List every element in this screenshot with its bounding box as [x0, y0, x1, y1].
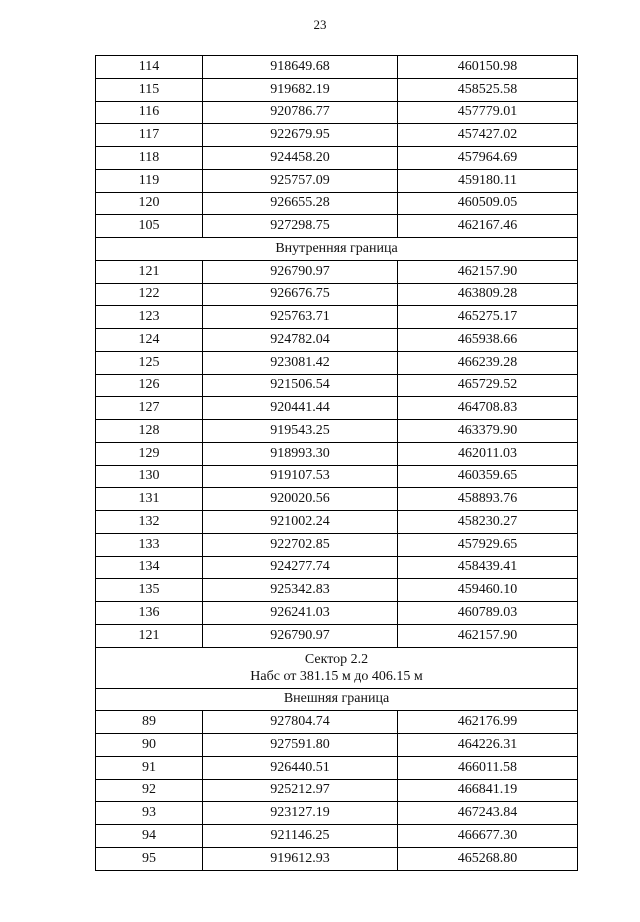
- x-coordinate-cell: 926790.97: [203, 260, 398, 283]
- y-coordinate-cell: 458439.41: [398, 556, 578, 579]
- y-coordinate-cell: 457929.65: [398, 533, 578, 556]
- point-number-cell: 89: [96, 711, 203, 734]
- point-number-cell: 115: [96, 78, 203, 101]
- x-coordinate-cell: 926241.03: [203, 602, 398, 625]
- y-coordinate-cell: 464226.31: [398, 734, 578, 757]
- y-coordinate-cell: 458230.27: [398, 511, 578, 534]
- coordinates-table: [95, 55, 578, 871]
- table-row: [96, 442, 578, 465]
- x-coordinate-cell: 919612.93: [203, 847, 398, 870]
- y-coordinate-cell: 463379.90: [398, 420, 578, 443]
- y-coordinate-cell: 465938.66: [398, 329, 578, 352]
- table-row: [96, 351, 578, 374]
- point-number-cell: 92: [96, 779, 203, 802]
- y-coordinate-cell: 462167.46: [398, 215, 578, 238]
- y-coordinate-cell: 467243.84: [398, 802, 578, 825]
- y-coordinate-cell: 460359.65: [398, 465, 578, 488]
- table-row: [96, 374, 578, 397]
- x-coordinate-cell: 927298.75: [203, 215, 398, 238]
- table-row: [96, 147, 578, 170]
- point-number-cell: 136: [96, 602, 203, 625]
- y-coordinate-cell: 462176.99: [398, 711, 578, 734]
- y-coordinate-cell: 459180.11: [398, 169, 578, 192]
- table-row: [96, 556, 578, 579]
- x-coordinate-cell: 926655.28: [203, 192, 398, 215]
- point-number-cell: 121: [96, 624, 203, 647]
- y-coordinate-cell: 464708.83: [398, 397, 578, 420]
- section-heading: Внешняя граница: [96, 688, 578, 711]
- table-row: [96, 306, 578, 329]
- y-coordinate-cell: 458893.76: [398, 488, 578, 511]
- section-heading-row: [96, 688, 578, 711]
- y-coordinate-cell: 460150.98: [398, 56, 578, 79]
- table-row: [96, 734, 578, 757]
- point-number-cell: 116: [96, 101, 203, 124]
- y-coordinate-cell: 460789.03: [398, 602, 578, 625]
- table-row: [96, 511, 578, 534]
- point-number-cell: 114: [96, 56, 203, 79]
- table-row: [96, 78, 578, 101]
- point-number-cell: 119: [96, 169, 203, 192]
- point-number-cell: 134: [96, 556, 203, 579]
- table-row: [96, 283, 578, 306]
- table-row: [96, 602, 578, 625]
- sector-title: Сектор 2.2: [304, 651, 369, 667]
- sector-row: [96, 647, 578, 688]
- table-row: [96, 420, 578, 443]
- page-number: 23: [313, 17, 327, 32]
- y-coordinate-cell: 459460.10: [398, 579, 578, 602]
- point-number-cell: 94: [96, 825, 203, 848]
- x-coordinate-cell: 920020.56: [203, 488, 398, 511]
- point-number-cell: 122: [96, 283, 203, 306]
- point-number-cell: 118: [96, 147, 203, 170]
- x-coordinate-cell: 926676.75: [203, 283, 398, 306]
- point-number-cell: 120: [96, 192, 203, 215]
- x-coordinate-cell: 922702.85: [203, 533, 398, 556]
- point-number-cell: 105: [96, 215, 203, 238]
- section-heading-row: [96, 238, 578, 261]
- x-coordinate-cell: 925212.97: [203, 779, 398, 802]
- point-number-cell: 127: [96, 397, 203, 420]
- y-coordinate-cell: 462157.90: [398, 260, 578, 283]
- table-row: [96, 169, 578, 192]
- sector-header: [96, 647, 578, 688]
- table-row: [96, 215, 578, 238]
- y-coordinate-cell: 457964.69: [398, 147, 578, 170]
- x-coordinate-cell: 919107.53: [203, 465, 398, 488]
- y-coordinate-cell: 465275.17: [398, 306, 578, 329]
- table-row: [96, 825, 578, 848]
- point-number-cell: 126: [96, 374, 203, 397]
- table-row: [96, 802, 578, 825]
- y-coordinate-cell: 466841.19: [398, 779, 578, 802]
- x-coordinate-cell: 927804.74: [203, 711, 398, 734]
- y-coordinate-cell: 462157.90: [398, 624, 578, 647]
- x-coordinate-cell: 918649.68: [203, 56, 398, 79]
- table-row: [96, 779, 578, 802]
- point-number-cell: 128: [96, 420, 203, 443]
- point-number-cell: 129: [96, 442, 203, 465]
- y-coordinate-cell: 457779.01: [398, 101, 578, 124]
- y-coordinate-cell: 465729.52: [398, 374, 578, 397]
- point-number-cell: 117: [96, 124, 203, 147]
- point-number-cell: 90: [96, 734, 203, 757]
- section-heading: Внутренняя граница: [96, 238, 578, 261]
- table-row: [96, 192, 578, 215]
- point-number-cell: 133: [96, 533, 203, 556]
- x-coordinate-cell: 924277.74: [203, 556, 398, 579]
- y-coordinate-cell: 465268.80: [398, 847, 578, 870]
- table-row: [96, 465, 578, 488]
- x-coordinate-cell: 919682.19: [203, 78, 398, 101]
- table-row: [96, 488, 578, 511]
- point-number-cell: 93: [96, 802, 203, 825]
- table-row: [96, 56, 578, 79]
- point-number-cell: 123: [96, 306, 203, 329]
- y-coordinate-cell: 463809.28: [398, 283, 578, 306]
- point-number-cell: 130: [96, 465, 203, 488]
- sector-height-range: Набс от 381.15 м до 406.15 м: [250, 668, 423, 684]
- x-coordinate-cell: 921506.54: [203, 374, 398, 397]
- x-coordinate-cell: 925757.09: [203, 169, 398, 192]
- x-coordinate-cell: 921146.25: [203, 825, 398, 848]
- y-coordinate-cell: 466677.30: [398, 825, 578, 848]
- point-number-cell: 135: [96, 579, 203, 602]
- x-coordinate-cell: 924782.04: [203, 329, 398, 352]
- table-row: [96, 579, 578, 602]
- table-row: [96, 397, 578, 420]
- x-coordinate-cell: 927591.80: [203, 734, 398, 757]
- point-number-cell: 95: [96, 847, 203, 870]
- table-row: [96, 847, 578, 870]
- point-number-cell: 91: [96, 756, 203, 779]
- x-coordinate-cell: 923127.19: [203, 802, 398, 825]
- table-row: [96, 624, 578, 647]
- table-row: [96, 756, 578, 779]
- point-number-cell: 132: [96, 511, 203, 534]
- y-coordinate-cell: 462011.03: [398, 442, 578, 465]
- y-coordinate-cell: 458525.58: [398, 78, 578, 101]
- y-coordinate-cell: 466011.58: [398, 756, 578, 779]
- x-coordinate-cell: 925763.71: [203, 306, 398, 329]
- y-coordinate-cell: 466239.28: [398, 351, 578, 374]
- x-coordinate-cell: 920786.77: [203, 101, 398, 124]
- x-coordinate-cell: 925342.83: [203, 579, 398, 602]
- x-coordinate-cell: 922679.95: [203, 124, 398, 147]
- point-number-cell: 131: [96, 488, 203, 511]
- table-row: [96, 101, 578, 124]
- table-row: [96, 260, 578, 283]
- x-coordinate-cell: 921002.24: [203, 511, 398, 534]
- x-coordinate-cell: 923081.42: [203, 351, 398, 374]
- x-coordinate-cell: 920441.44: [203, 397, 398, 420]
- x-coordinate-cell: 924458.20: [203, 147, 398, 170]
- x-coordinate-cell: 926790.97: [203, 624, 398, 647]
- table-row: [96, 124, 578, 147]
- x-coordinate-cell: 926440.51: [203, 756, 398, 779]
- y-coordinate-cell: 457427.02: [398, 124, 578, 147]
- table-row: [96, 711, 578, 734]
- point-number-cell: 125: [96, 351, 203, 374]
- point-number-cell: 124: [96, 329, 203, 352]
- x-coordinate-cell: 918993.30: [203, 442, 398, 465]
- table-row: [96, 533, 578, 556]
- x-coordinate-cell: 919543.25: [203, 420, 398, 443]
- y-coordinate-cell: 460509.05: [398, 192, 578, 215]
- point-number-cell: 121: [96, 260, 203, 283]
- table-row: [96, 329, 578, 352]
